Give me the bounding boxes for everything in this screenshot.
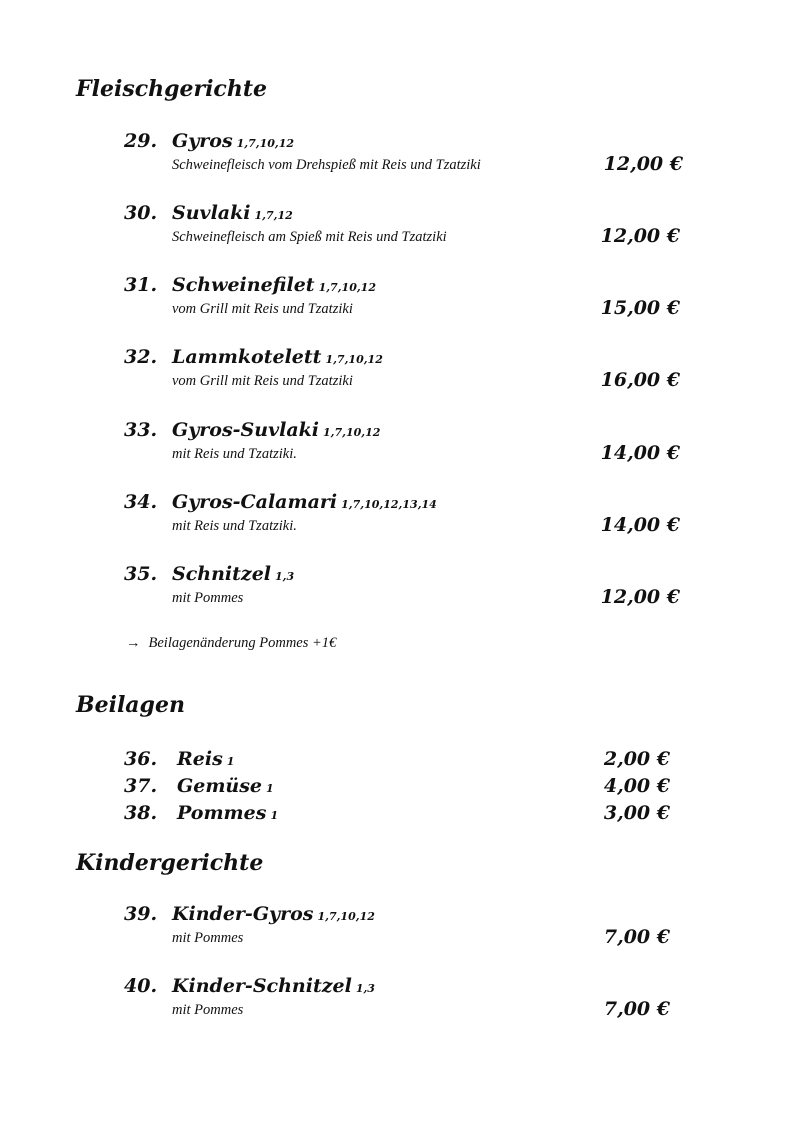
item-name — [177, 775, 274, 797]
item-name — [177, 748, 234, 770]
item-name-text: Schnitzel — [172, 563, 272, 585]
item-price: 14,00 € — [600, 514, 680, 536]
item-name-text: Suvlaki — [172, 202, 251, 224]
item-name-text: Gyros — [172, 130, 233, 152]
item-number: 29. — [124, 130, 158, 152]
arrow-right-icon: → — [126, 635, 141, 651]
item-number: 33. — [124, 419, 158, 441]
item-description: mit Pommes — [172, 590, 244, 606]
allergen-codes: 1,7,10,12 — [236, 137, 295, 150]
item-description: mit Reis und Tzatziki. — [172, 518, 297, 534]
item-price: 12,00 € — [603, 153, 683, 175]
item-price: 2,00 € — [603, 748, 670, 770]
item-name-text: Lammkotelett — [172, 346, 322, 368]
item-name — [172, 903, 375, 925]
allergen-codes: 1,7,10,12 — [317, 910, 375, 923]
item-name-text: Reis — [177, 748, 223, 770]
item-name — [172, 975, 375, 997]
item-description: mit Pommes — [172, 1002, 244, 1018]
item-description: Schweinefleisch am Spieß mit Reis und Tzatziki — [172, 229, 447, 245]
section-title-beilagen: Beilagen — [76, 692, 185, 718]
item-number: 37. — [124, 775, 158, 797]
item-name — [177, 802, 278, 824]
item-price: 4,00 € — [603, 775, 670, 797]
item-price: 7,00 € — [603, 926, 670, 948]
allergen-codes: 1,7,10,12 — [325, 353, 383, 366]
item-number: 31. — [124, 274, 158, 296]
item-description: mit Pommes — [172, 930, 244, 946]
allergen-codes: 1,7,10,12,13,14 — [341, 498, 437, 511]
section-title-fleischgerichte: Fleischgerichte — [76, 76, 267, 102]
item-name — [172, 491, 437, 513]
item-name — [172, 346, 383, 368]
item-price: 7,00 € — [603, 998, 670, 1020]
note-text: Beilagenänderung Pommes +1€ — [148, 635, 337, 651]
item-name-text: Gyros-Calamari — [172, 491, 338, 513]
item-number: 30. — [124, 202, 158, 224]
item-price: 12,00 € — [600, 225, 680, 247]
side-change-note — [126, 635, 336, 652]
item-description: vom Grill mit Reis und Tzatziki — [172, 301, 353, 317]
item-name — [172, 563, 294, 585]
item-price: 3,00 € — [603, 802, 670, 824]
item-price: 15,00 € — [600, 297, 680, 319]
allergen-codes: 1 — [270, 809, 279, 822]
allergen-codes: 1,7,10,12 — [318, 281, 376, 294]
item-name-text: Kinder-Schnitzel — [172, 975, 352, 997]
allergen-codes: 1 — [266, 782, 274, 795]
item-description: mit Reis und Tzatziki. — [172, 446, 297, 462]
item-number: 39. — [124, 903, 158, 925]
item-price: 12,00 € — [600, 586, 680, 608]
item-description: vom Grill mit Reis und Tzatziki — [172, 373, 353, 389]
item-number: 40. — [124, 975, 158, 997]
item-name-text: Gemüse — [177, 775, 263, 797]
item-name — [172, 202, 293, 224]
item-description: Schweinefleisch vom Drehspieß mit Reis und Tzatziki — [172, 157, 481, 173]
allergen-codes: 1 — [226, 755, 235, 768]
item-number: 38. — [124, 802, 158, 824]
section-title-kindergerichte: Kindergerichte — [76, 850, 264, 876]
item-name-text: Pommes — [177, 802, 267, 824]
item-name — [172, 419, 380, 441]
allergen-codes: 1,7,12 — [254, 209, 293, 222]
item-name — [172, 130, 294, 152]
item-name — [172, 274, 376, 296]
item-name-text: Schweinefilet — [172, 274, 315, 296]
item-number: 32. — [124, 346, 158, 368]
allergen-codes: 1,3 — [355, 982, 375, 995]
item-name-text: Kinder-Gyros — [172, 903, 314, 925]
item-number: 35. — [124, 563, 158, 585]
item-name-text: Gyros-Suvlaki — [172, 419, 320, 441]
item-number: 36. — [124, 748, 158, 770]
item-number: 34. — [124, 491, 158, 513]
item-price: 16,00 € — [600, 369, 680, 391]
item-price: 14,00 € — [600, 442, 680, 464]
allergen-codes: 1,3 — [275, 570, 295, 583]
allergen-codes: 1,7,10,12 — [323, 426, 381, 439]
